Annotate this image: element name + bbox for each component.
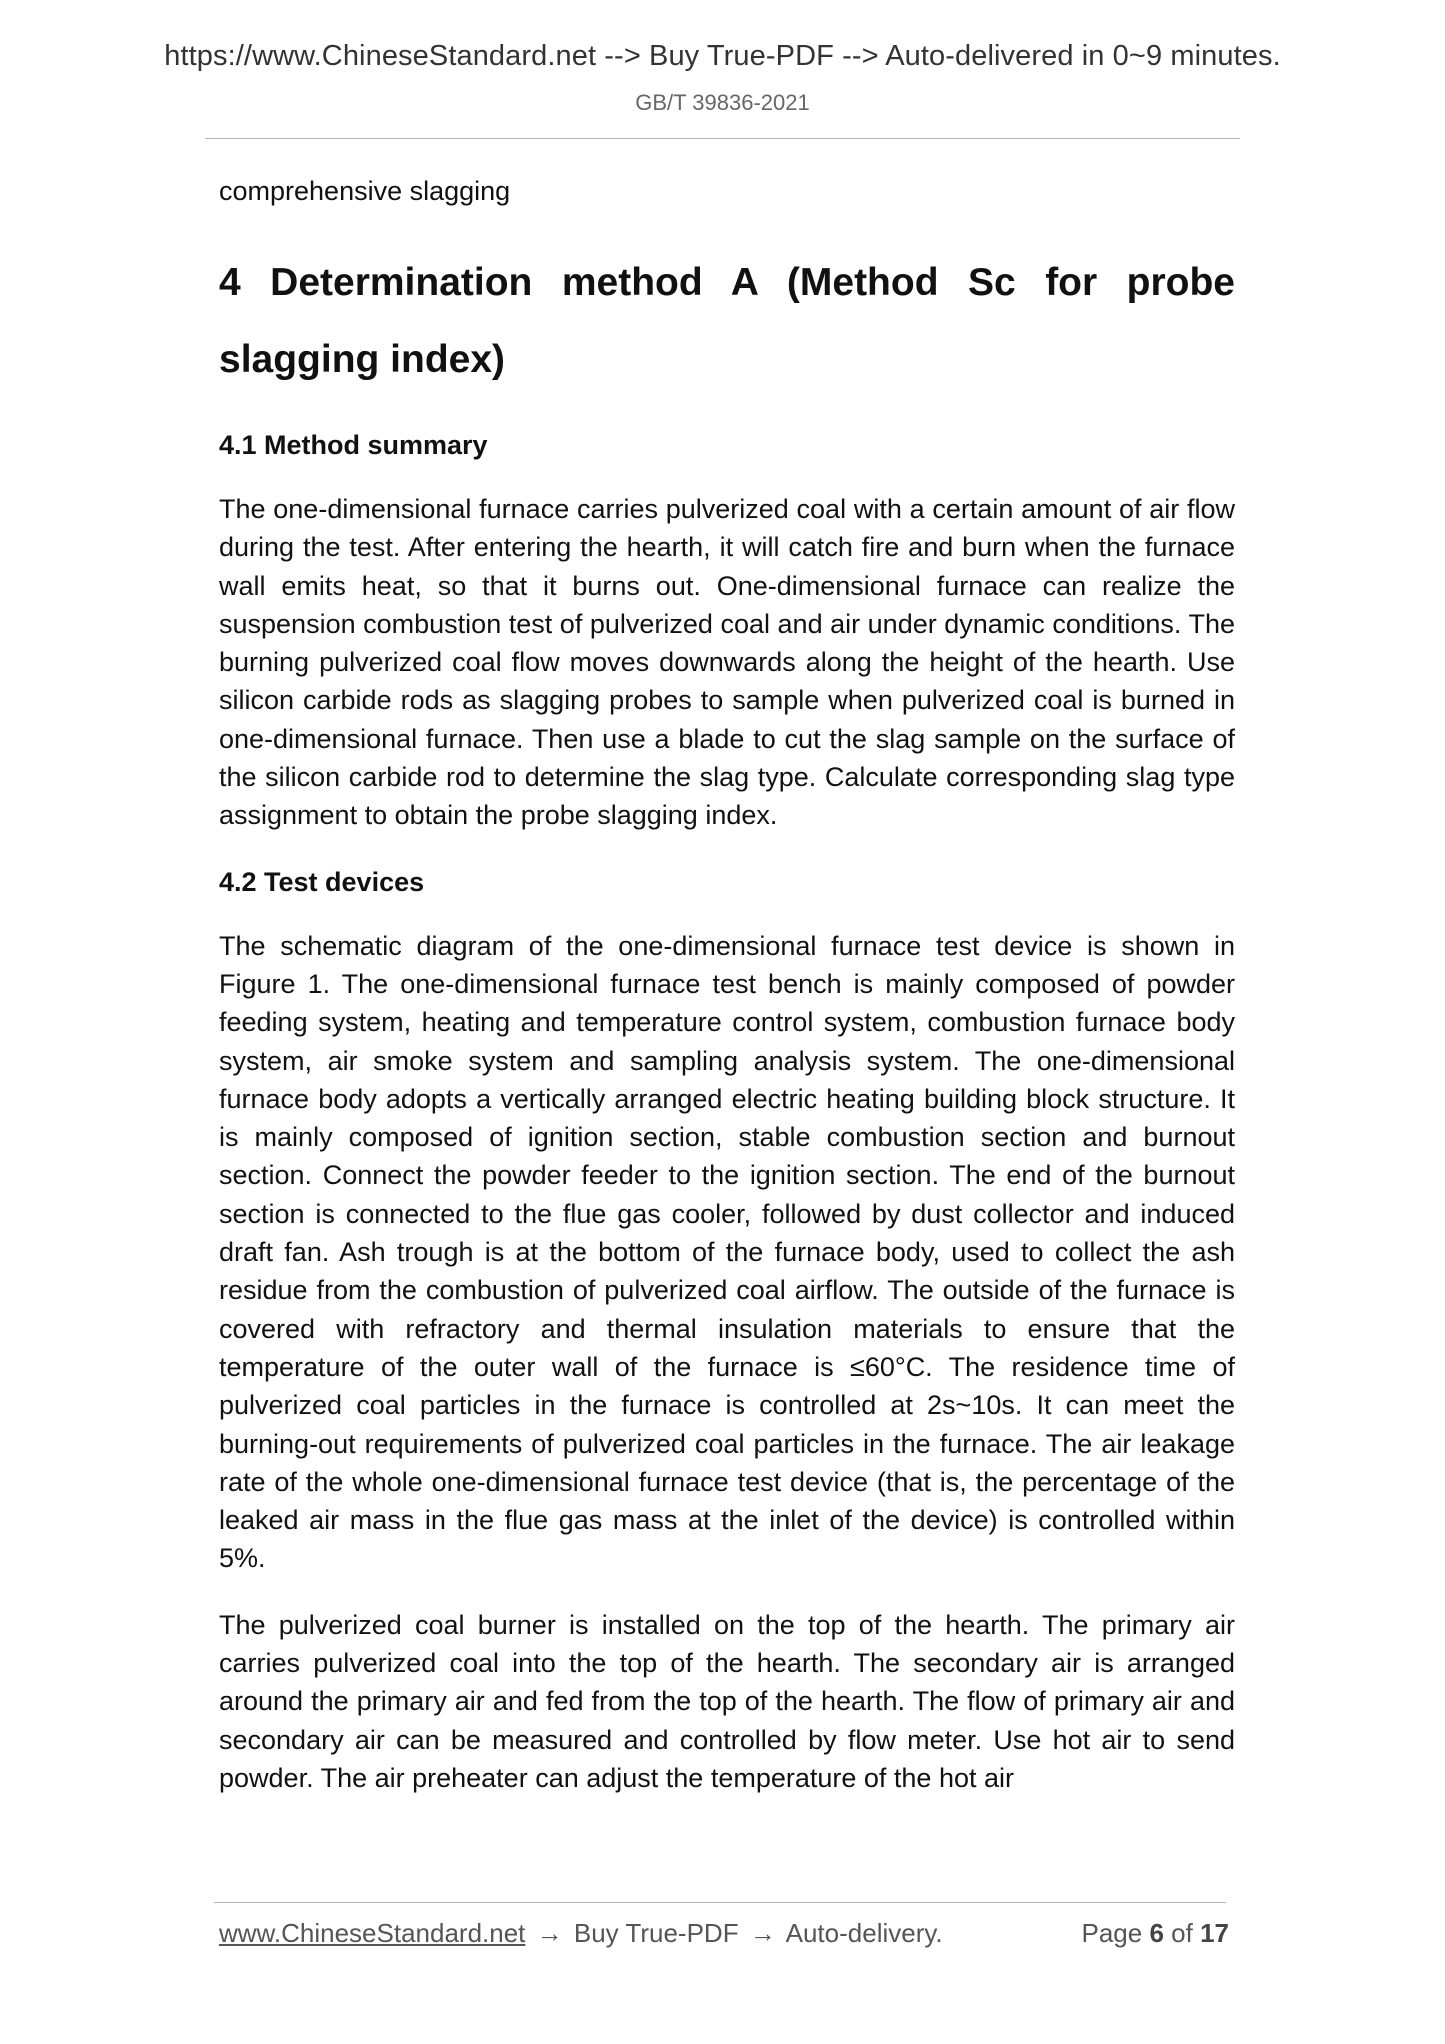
section-title: 4 Determination method A (Method Sc for probe slagging index) [219,261,1235,381]
paragraph-test-devices-1: The schematic diagram of the one-dimensional furnace test device is shown in Figure 1. The one-dimensional furnace test bench is mainly composed of powder feeding system, heating and temperature control system, combustion furnace body system, air smoke system and sampling analysis system. The one-dimensional furnace body adopts a vertically arranged electric heating building block structure. It is mainly composed of ignition section, stable combustion section and burnout section. Connect the powder feeder to the ignition section. The end of the burnout section is connected to the flue gas cooler, followed by dust collector and induced draft fan. Ash trough is at the bottom of the furnace body, used to collect the ash residue from the combustion of pulverized coal airflow. The outside of the furnace is covered with refractory and thermal insulation materials to ensure that the temperature of the outer wall of the furnace is ≤60°C. The residence time of pulverized coal particles in the furnace is controlled at 2s~10s. It can meet the burning-out requirements of pulverized coal particles in the furnace. The air leakage rate of the whole one-dimensional furnace test device (that is, the percentage of the leaked air mass in the flue gas mass at the inlet of the device) is controlled within 5%. [219,930,1235,1574]
footer-buy-text: Buy True-PDF [573,1918,739,1948]
page-content [219,172,1235,1797]
header-divider [205,138,1240,139]
top-banner: https://www.ChineseStandard.net --> Buy True-PDF --> Auto-delivered in 0~9 minutes. [164,40,1281,72]
footer-delivery-text: Auto-delivery. [785,1918,943,1948]
subsection-title-test-devices: 4.2 Test devices [219,866,425,897]
document-code: GB/T 39836-2021 [635,90,810,115]
page-footer [219,1918,1229,1949]
page-label: Page [1081,1918,1143,1948]
paragraph-test-devices-2: The pulverized coal burner is installed on the top of the hearth. The primary air carries pulverized coal into the top of the hearth. The secondary air is arranged around the primary air and fed from the top of the hearth. The flow of primary air and secondary air can be measured and controlled by flow meter. Use hot air to send powder. The air preheater can adjust the temperature of the hot air [219,1609,1235,1793]
continuation-text: comprehensive slagging [219,176,511,206]
paragraph-method-summary: The one-dimensional furnace carries pulverized coal with a certain amount of air flow during the test. After entering the hearth, it will catch fire and burn when the furnace wall emits heat, so that it burns out. One-dimensional furnace can realize the suspension combustion test of pulverized coal and air under dynamic conditions. The burning pulverized coal flow moves downwards along the height of the hearth. Use silicon carbide rods as slagging probes to sample when pulverized coal is burned in one-dimensional furnace. Then use a blade to cut the slag sample on the surface of the silicon carbide rod to determine the slag type. Calculate corresponding slag type assignment to obtain the probe slagging index. [219,494,1235,831]
page-current: 6 [1149,1918,1164,1948]
footer-website-link[interactable]: www.ChineseStandard.net [219,1918,526,1948]
arrow-icon: → [749,1918,776,1948]
arrow-icon: → [536,1918,563,1948]
footer-left [219,1918,943,1949]
page-indicator [1081,1918,1229,1949]
subsection-title-method-summary: 4.1 Method summary [219,430,488,460]
page-of: of [1171,1918,1193,1948]
page-total: 17 [1200,1918,1229,1948]
footer-divider [214,1902,1226,1903]
